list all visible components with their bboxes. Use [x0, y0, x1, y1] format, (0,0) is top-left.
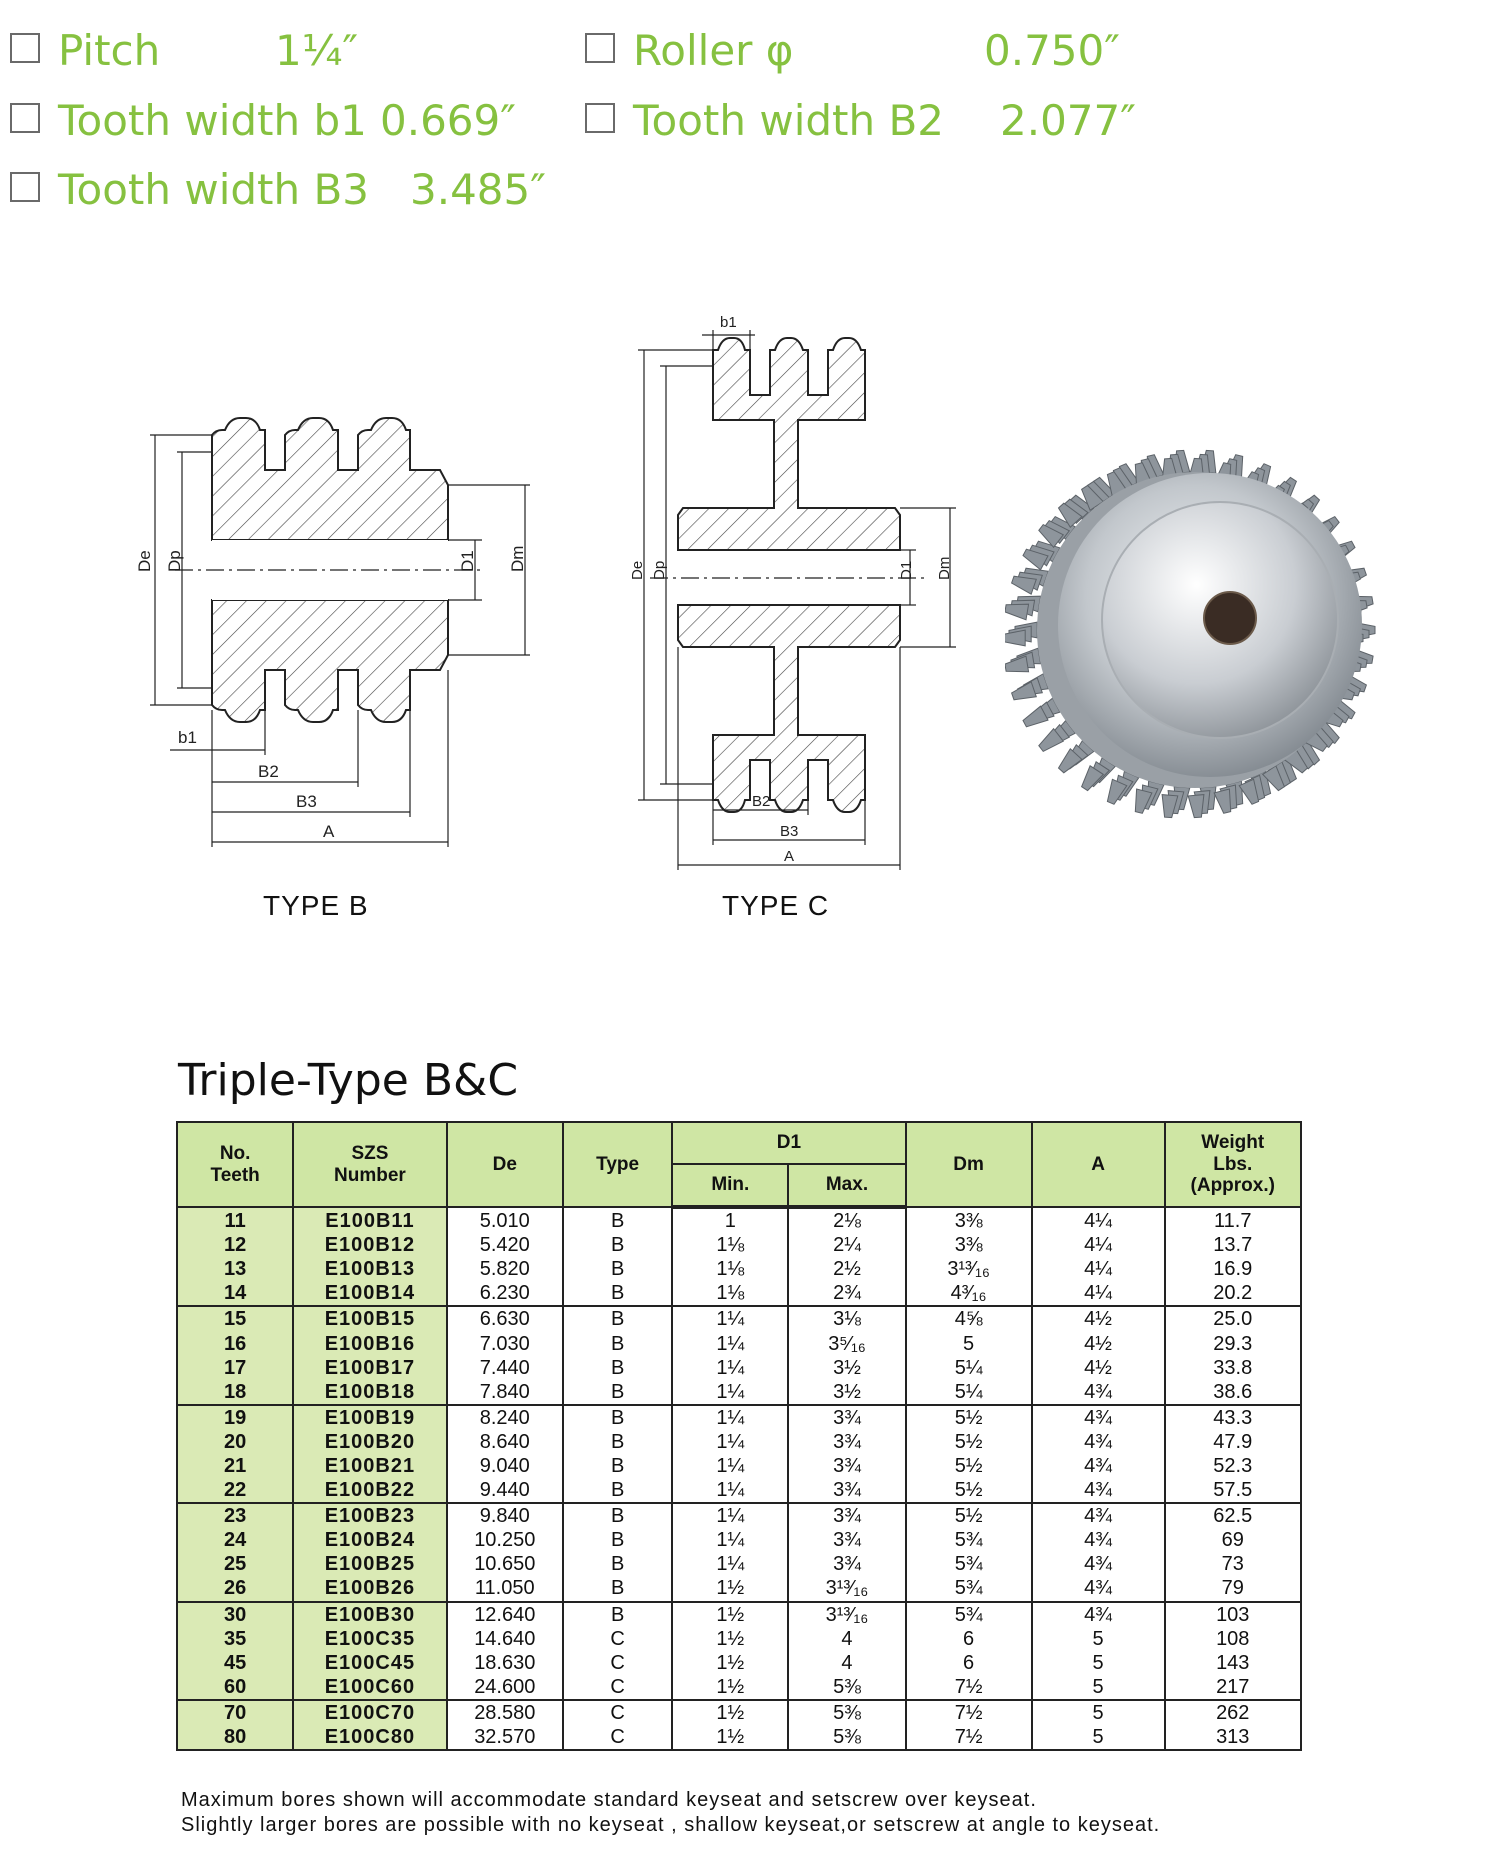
sprocket-bore: [1204, 592, 1256, 644]
cell-weight: 143: [1165, 1651, 1302, 1675]
cell-min: 1¼: [672, 1306, 788, 1331]
cell-weight: 108: [1165, 1627, 1302, 1651]
cell-szs: E100C70: [293, 1700, 446, 1725]
table-row: [177, 1233, 1301, 1257]
table-title: Triple-Type B&C: [178, 1055, 519, 1106]
cell-type: B: [563, 1503, 672, 1528]
table-row: [177, 1602, 1301, 1627]
cell-szs: E100B25: [293, 1552, 446, 1576]
cell-weight: 47.9: [1165, 1430, 1302, 1454]
type-b-d1-label: D1: [458, 550, 477, 572]
cell-min: 1¼: [672, 1405, 788, 1430]
cell-szs: E100B14: [293, 1281, 446, 1306]
cell-type: B: [563, 1257, 672, 1281]
type-b-drawing: [120, 410, 540, 880]
cell-max: 3¾: [788, 1405, 905, 1430]
cell-min: 1¼: [672, 1380, 788, 1405]
cell-teeth: 20: [177, 1430, 293, 1454]
cell-teeth: 13: [177, 1257, 293, 1281]
cell-weight: 52.3: [1165, 1454, 1302, 1478]
cell-max: 3¾: [788, 1430, 905, 1454]
cell-teeth: 23: [177, 1503, 293, 1528]
b2-checkbox[interactable]: [585, 103, 615, 133]
roller-label: Roller φ: [633, 26, 794, 75]
cell-type: B: [563, 1552, 672, 1576]
header-de: De: [447, 1122, 563, 1207]
cell-szs: E100C35: [293, 1627, 446, 1651]
cell-teeth: 80: [177, 1725, 293, 1750]
cell-a: 4½: [1032, 1306, 1165, 1331]
cell-teeth: 16: [177, 1331, 293, 1355]
cell-a: 4¼: [1032, 1257, 1165, 1281]
cell-type: C: [563, 1725, 672, 1750]
cell-de: 5.010: [447, 1207, 563, 1233]
cell-de: 8.640: [447, 1430, 563, 1454]
cell-max: 2½: [788, 1257, 905, 1281]
cell-min: 1¼: [672, 1503, 788, 1528]
cell-dm: 5¾: [906, 1552, 1032, 1576]
cell-weight: 57.5: [1165, 1478, 1302, 1503]
type-b-label: TYPE B: [263, 890, 369, 921]
sprocket-photo: [1005, 440, 1385, 820]
b2-label: Tooth width B2: [633, 96, 945, 145]
cell-dm: 5¾: [906, 1528, 1032, 1552]
cell-szs: E100B16: [293, 1331, 446, 1355]
cell-min: 1½: [672, 1576, 788, 1601]
cell-type: B: [563, 1331, 672, 1355]
cell-max: 3½: [788, 1356, 905, 1380]
cell-teeth: 18: [177, 1380, 293, 1405]
footnotes: [181, 1788, 1160, 1838]
table-row: [177, 1257, 1301, 1281]
sprocket-tooth: [1214, 789, 1231, 813]
cell-weight: 217: [1165, 1675, 1302, 1700]
cell-type: B: [563, 1454, 672, 1478]
cell-min: 1: [672, 1207, 788, 1233]
cell-szs: E100B18: [293, 1380, 446, 1405]
footnote-line-2: Slightly larger bores are possible with no keyseat , shallow keyseat,or setscrew at angle to keyseat.: [181, 1814, 1161, 1836]
cell-de: 10.650: [447, 1552, 563, 1576]
table-row: [177, 1552, 1301, 1576]
cell-a: 5: [1032, 1651, 1165, 1675]
header-dm: Dm: [906, 1122, 1032, 1207]
cell-max: 5⅜: [788, 1675, 905, 1700]
table-row: [177, 1576, 1301, 1601]
cell-dm: 4³⁄₁₆: [906, 1281, 1032, 1306]
cell-min: 1⅛: [672, 1233, 788, 1257]
cell-max: 3⅛: [788, 1306, 905, 1331]
cell-dm: 6: [906, 1627, 1032, 1651]
type-b-dp-label: Dp: [165, 550, 184, 572]
cell-a: 4¾: [1032, 1454, 1165, 1478]
cell-type: B: [563, 1430, 672, 1454]
cell-a: 4¼: [1032, 1207, 1165, 1233]
b3-checkbox[interactable]: [10, 172, 40, 202]
cell-de: 7.030: [447, 1331, 563, 1355]
cell-min: 1½: [672, 1700, 788, 1725]
b2-value: 2.077″: [1000, 96, 1136, 145]
cell-type: C: [563, 1675, 672, 1700]
cell-dm: 5½: [906, 1430, 1032, 1454]
cell-a: 4¾: [1032, 1405, 1165, 1430]
cell-dm: 7½: [906, 1700, 1032, 1725]
cell-teeth: 35: [177, 1627, 293, 1651]
cell-type: C: [563, 1700, 672, 1725]
table-row: [177, 1207, 1301, 1233]
cell-szs: E100B11: [293, 1207, 446, 1233]
cell-teeth: 19: [177, 1405, 293, 1430]
cell-de: 28.580: [447, 1700, 563, 1725]
cell-max: 5⅜: [788, 1725, 905, 1750]
cell-weight: 16.9: [1165, 1257, 1302, 1281]
cell-de: 9.040: [447, 1454, 563, 1478]
table-row: [177, 1380, 1301, 1405]
header-teeth: No. Teeth: [177, 1122, 293, 1207]
cell-type: C: [563, 1651, 672, 1675]
header-d1-min: Min.: [672, 1164, 788, 1207]
table-row: [177, 1700, 1301, 1725]
cell-min: 1½: [672, 1602, 788, 1627]
table-row: [177, 1675, 1301, 1700]
cell-max: 3½: [788, 1380, 905, 1405]
type-b-de-label: De: [135, 550, 154, 572]
cell-szs: E100B30: [293, 1602, 446, 1627]
type-c-dp-label: Dp: [651, 560, 668, 580]
type-b-dm-label: Dm: [508, 545, 527, 572]
cell-szs: E100B24: [293, 1528, 446, 1552]
table-row: [177, 1430, 1301, 1454]
roller-checkbox[interactable]: [585, 33, 615, 63]
type-c-b1-label: b1: [720, 314, 737, 331]
table-body: [177, 1207, 1301, 1750]
cell-szs: E100B12: [293, 1233, 446, 1257]
cell-de: 5.820: [447, 1257, 563, 1281]
cell-a: 4¾: [1032, 1380, 1165, 1405]
b3-value: 3.485″: [410, 165, 546, 214]
cell-type: B: [563, 1380, 672, 1405]
cell-max: 3¾: [788, 1552, 905, 1576]
sprocket-tooth: [1005, 604, 1029, 620]
b1-value: 0.669″: [380, 96, 516, 145]
cell-de: 8.240: [447, 1405, 563, 1430]
header-weight: Weight Lbs. (Approx.): [1165, 1122, 1302, 1207]
cell-dm: 3¹³⁄₁₆: [906, 1257, 1032, 1281]
cell-teeth: 12: [177, 1233, 293, 1257]
header-d1-max: Max.: [788, 1164, 905, 1207]
cell-weight: 38.6: [1165, 1380, 1302, 1405]
cell-min: 1¼: [672, 1478, 788, 1503]
cell-dm: 5½: [906, 1503, 1032, 1528]
cell-szs: E100B13: [293, 1257, 446, 1281]
cell-teeth: 14: [177, 1281, 293, 1306]
cell-weight: 313: [1165, 1725, 1302, 1750]
cell-teeth: 25: [177, 1552, 293, 1576]
cell-a: 4¾: [1032, 1576, 1165, 1601]
cell-max: 2⅛: [788, 1207, 905, 1233]
cell-dm: 7½: [906, 1675, 1032, 1700]
cell-max: 2¾: [788, 1281, 905, 1306]
table-row: [177, 1528, 1301, 1552]
cell-de: 18.630: [447, 1651, 563, 1675]
cell-de: 14.640: [447, 1627, 563, 1651]
type-c-d1-label: D1: [898, 560, 915, 580]
cell-dm: 5¼: [906, 1380, 1032, 1405]
cell-teeth: 45: [177, 1651, 293, 1675]
cell-teeth: 17: [177, 1356, 293, 1380]
cell-teeth: 26: [177, 1576, 293, 1601]
cell-type: C: [563, 1627, 672, 1651]
table-row: [177, 1503, 1301, 1528]
type-c-label: TYPE C: [722, 890, 830, 921]
header-type: Type: [563, 1122, 672, 1207]
cell-a: 5: [1032, 1675, 1165, 1700]
cell-de: 10.250: [447, 1528, 563, 1552]
cell-de: 6.230: [447, 1281, 563, 1306]
cell-szs: E100B22: [293, 1478, 446, 1503]
cell-de: 6.630: [447, 1306, 563, 1331]
cell-dm: 5¾: [906, 1602, 1032, 1627]
pitch-label: Pitch: [58, 26, 161, 75]
table-row: [177, 1454, 1301, 1478]
cell-weight: 13.7: [1165, 1233, 1302, 1257]
cell-a: 4½: [1032, 1356, 1165, 1380]
sprocket-spec-table: [176, 1121, 1302, 1751]
cell-a: 4¾: [1032, 1503, 1165, 1528]
b1-label: Tooth width b1: [58, 96, 367, 145]
cell-min: 1¼: [672, 1430, 788, 1454]
cell-teeth: 22: [177, 1478, 293, 1503]
table-row: [177, 1306, 1301, 1331]
cell-weight: 79: [1165, 1576, 1302, 1601]
cell-min: 1¼: [672, 1454, 788, 1478]
cell-max: 4: [788, 1651, 905, 1675]
cell-a: 4¾: [1032, 1430, 1165, 1454]
cell-dm: 5: [906, 1331, 1032, 1355]
cell-a: 5: [1032, 1627, 1165, 1651]
table-row: [177, 1281, 1301, 1306]
cell-teeth: 60: [177, 1675, 293, 1700]
cell-de: 9.840: [447, 1503, 563, 1528]
cell-weight: 69: [1165, 1528, 1302, 1552]
sprocket-tooth: [1162, 795, 1178, 818]
cell-dm: 5¼: [906, 1356, 1032, 1380]
cell-szs: E100C80: [293, 1725, 446, 1750]
cell-a: 4¾: [1032, 1528, 1165, 1552]
cell-type: B: [563, 1281, 672, 1306]
cell-szs: E100B20: [293, 1430, 446, 1454]
type-c-b2-label: B2: [752, 793, 771, 810]
cell-min: 1¼: [672, 1552, 788, 1576]
cell-de: 12.640: [447, 1602, 563, 1627]
cell-teeth: 15: [177, 1306, 293, 1331]
cell-weight: 262: [1165, 1700, 1302, 1725]
header-a: A: [1032, 1122, 1165, 1207]
cell-szs: E100C60: [293, 1675, 446, 1700]
cell-min: 1½: [672, 1627, 788, 1651]
cell-min: 1¼: [672, 1356, 788, 1380]
type-c-body: [678, 338, 900, 812]
cell-type: B: [563, 1478, 672, 1503]
cell-weight: 20.2: [1165, 1281, 1302, 1306]
cell-teeth: 30: [177, 1602, 293, 1627]
sprocket-tooth: [1188, 795, 1204, 818]
cell-max: 3¾: [788, 1478, 905, 1503]
type-b-b2-label: B2: [258, 762, 279, 781]
cell-max: 2¼: [788, 1233, 905, 1257]
pitch-checkbox[interactable]: [10, 33, 40, 63]
cell-szs: E100B19: [293, 1405, 446, 1430]
cell-weight: 33.8: [1165, 1356, 1302, 1380]
cell-teeth: 21: [177, 1454, 293, 1478]
table-row: [177, 1405, 1301, 1430]
cell-de: 9.440: [447, 1478, 563, 1503]
type-b-b3-label: B3: [296, 792, 317, 811]
cell-szs: E100B17: [293, 1356, 446, 1380]
cell-type: B: [563, 1356, 672, 1380]
cell-teeth: 70: [177, 1700, 293, 1725]
cell-dm: 5½: [906, 1478, 1032, 1503]
cell-de: 32.570: [447, 1725, 563, 1750]
cell-max: 3¾: [788, 1528, 905, 1552]
cell-weight: 73: [1165, 1552, 1302, 1576]
type-c-dm-label: Dm: [936, 556, 953, 580]
cell-dm: 5¾: [906, 1576, 1032, 1601]
table-row: [177, 1331, 1301, 1355]
cell-dm: 5½: [906, 1454, 1032, 1478]
cell-type: B: [563, 1207, 672, 1233]
cell-dm: 3⅜: [906, 1233, 1032, 1257]
cell-de: 7.840: [447, 1380, 563, 1405]
cell-a: 4½: [1032, 1331, 1165, 1355]
cell-de: 7.440: [447, 1356, 563, 1380]
cell-szs: E100B21: [293, 1454, 446, 1478]
cell-dm: 6: [906, 1651, 1032, 1675]
type-c-de-label: De: [629, 560, 646, 580]
pitch-value: 1¼″: [275, 26, 359, 75]
sprocket-tooth: [1005, 630, 1025, 646]
cell-dm: 5½: [906, 1405, 1032, 1430]
cell-a: 4¼: [1032, 1281, 1165, 1306]
cell-teeth: 11: [177, 1207, 293, 1233]
cell-dm: 3⅜: [906, 1207, 1032, 1233]
header-szs-number: SZS Number: [293, 1122, 446, 1207]
cell-type: B: [563, 1405, 672, 1430]
table-row: [177, 1725, 1301, 1750]
cell-de: 24.600: [447, 1675, 563, 1700]
cell-min: 1½: [672, 1651, 788, 1675]
type-c-b3-label: B3: [780, 823, 799, 840]
cell-a: 5: [1032, 1700, 1165, 1725]
cell-szs: E100C45: [293, 1651, 446, 1675]
b3-label: Tooth width B3: [58, 165, 370, 214]
cell-dm: 7½: [906, 1725, 1032, 1750]
cell-szs: E100B26: [293, 1576, 446, 1601]
cell-weight: 62.5: [1165, 1503, 1302, 1528]
cell-a: 4¾: [1032, 1602, 1165, 1627]
cell-weight: 29.3: [1165, 1331, 1302, 1355]
cell-max: 3¾: [788, 1503, 905, 1528]
cell-max: 5⅜: [788, 1700, 905, 1725]
cell-min: 1½: [672, 1725, 788, 1750]
cell-a: 4¾: [1032, 1478, 1165, 1503]
cell-de: 5.420: [447, 1233, 563, 1257]
cell-max: 3¹³⁄₁₆: [788, 1576, 905, 1601]
b1-checkbox[interactable]: [10, 103, 40, 133]
cell-type: B: [563, 1576, 672, 1601]
cell-min: 1⅛: [672, 1281, 788, 1306]
table-row: [177, 1627, 1301, 1651]
cell-dm: 4⅝: [906, 1306, 1032, 1331]
cell-min: 1½: [672, 1675, 788, 1700]
cell-weight: 11.7: [1165, 1207, 1302, 1233]
cell-type: B: [563, 1528, 672, 1552]
table-row: [177, 1651, 1301, 1675]
cell-type: B: [563, 1306, 672, 1331]
roller-value: 0.750″: [984, 26, 1120, 75]
cell-szs: E100B15: [293, 1306, 446, 1331]
cell-teeth: 24: [177, 1528, 293, 1552]
cell-type: B: [563, 1233, 672, 1257]
cell-min: 1⅛: [672, 1257, 788, 1281]
cell-szs: E100B23: [293, 1503, 446, 1528]
table-row: [177, 1478, 1301, 1503]
type-b-b1-label: b1: [178, 728, 197, 747]
cell-weight: 43.3: [1165, 1405, 1302, 1430]
footnote-line-1: Maximum bores shown will accommodate standard keyseat and setscrew over keyseat.: [181, 1789, 1037, 1811]
cell-max: 3¹³⁄₁₆: [788, 1602, 905, 1627]
cell-a: 4¼: [1032, 1233, 1165, 1257]
cell-de: 11.050: [447, 1576, 563, 1601]
cell-type: B: [563, 1602, 672, 1627]
cell-a: 5: [1032, 1725, 1165, 1750]
table-row: [177, 1356, 1301, 1380]
cell-a: 4¾: [1032, 1552, 1165, 1576]
type-c-a-label: A: [784, 848, 795, 865]
cell-min: 1¼: [672, 1331, 788, 1355]
cell-max: 4: [788, 1627, 905, 1651]
cell-weight: 25.0: [1165, 1306, 1302, 1331]
cell-max: 3¾: [788, 1454, 905, 1478]
cell-max: 3⁵⁄₁₆: [788, 1331, 905, 1355]
type-b-a-label: A: [323, 822, 335, 841]
header-d1: D1: [672, 1122, 905, 1164]
cell-min: 1¼: [672, 1528, 788, 1552]
cell-weight: 103: [1165, 1602, 1302, 1627]
sprocket-tooth: [1012, 576, 1037, 594]
type-c-drawing: [610, 310, 970, 880]
